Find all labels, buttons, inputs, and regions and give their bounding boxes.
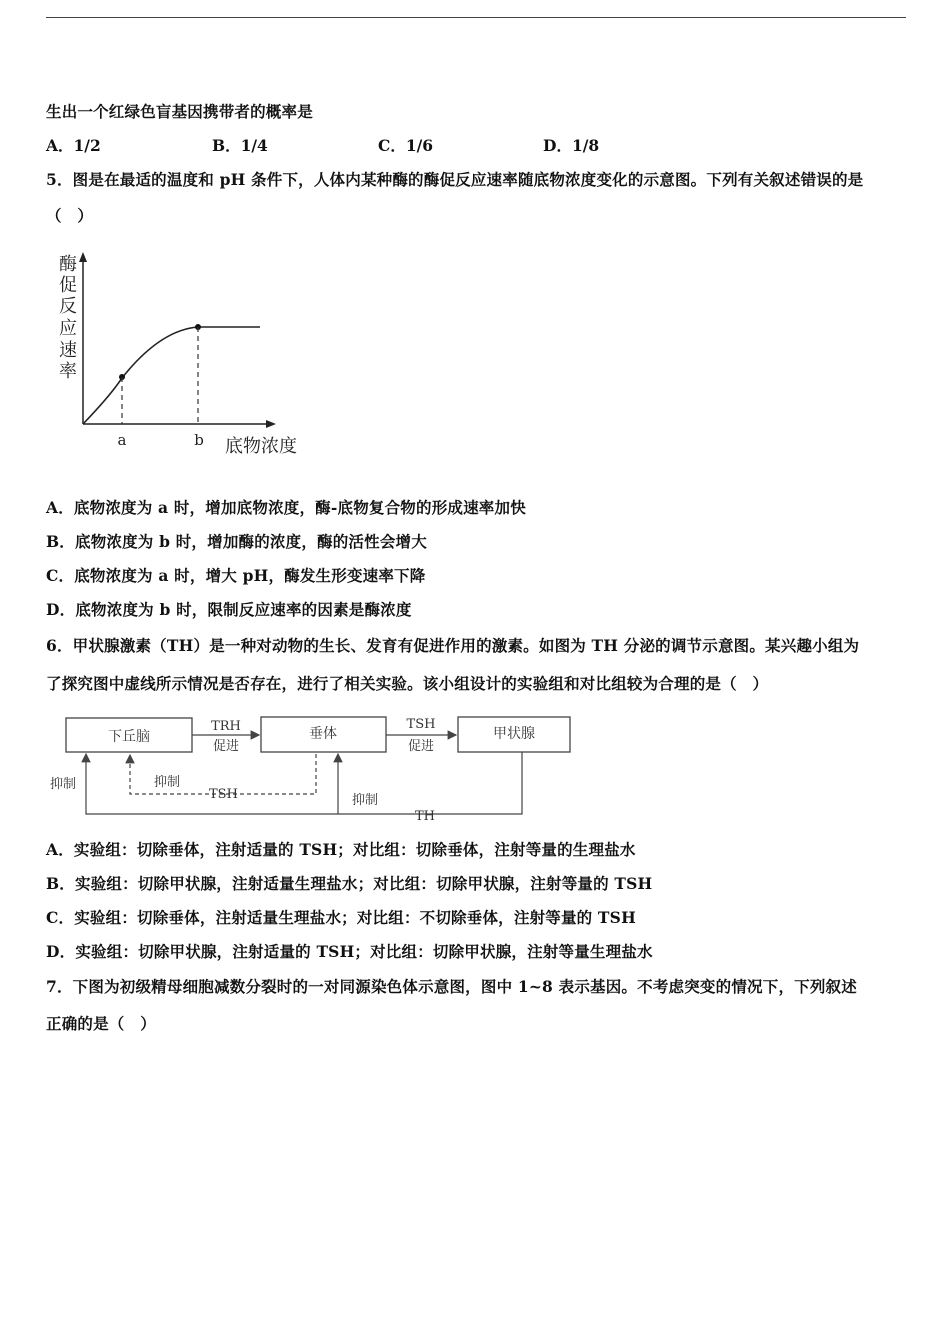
point-a-label: a [117,431,127,449]
q4-option-a: A．1/2 [46,136,101,155]
tsh-top-label: TSH [406,717,436,732]
y-label-char: 率 [59,361,77,382]
q4-option-d: D．1/8 [543,136,600,155]
enzyme-rate-graph [50,246,310,466]
q6-stem-line2: 了探究图中虚线所示情况是否存在，进行了相关实验。该小组设计的实验组和对比组较为合理的是（ ） [46,674,769,693]
th-feedback-line [86,752,522,814]
th-label: TH [415,809,436,824]
graph-y-arrowhead [79,252,87,262]
q6-option-c: C．实验组：切除垂体，注射适量生理盐水；对比组：不切除垂体，注射等量的 TSH [46,908,636,927]
y-label-char: 酶 [59,254,77,275]
point-b-label: b [194,431,204,449]
q7-stem-line1: 7．下图为初级精母细胞减数分裂时的一对同源染色体示意图，图中 1~8 表示基因。不考虑突变的情况下，下列叙述 [46,977,857,996]
header-rule [46,17,906,18]
inhibit-label-dashed: 抑制 [154,775,181,790]
q6-stem-line1: 6．甲状腺激素（TH）是一种对动物的生长、发育有促进作用的激素。如图为 TH 分泌的调节示意图。某兴趣小组为 [46,636,860,655]
pituitary-label: 垂体 [309,726,337,742]
th-regulation-diagram [46,708,586,826]
y-label-char: 速 [59,340,77,361]
q6-option-d: D．实验组：切除甲状腺，注射适量的 TSH；对比组：切除甲状腺，注射等量生理盐水 [46,942,653,961]
thyroid-label: 甲状腺 [493,726,535,742]
graph-x-arrowhead [266,420,276,428]
rate-curve [83,327,260,424]
q6-option-a: A．实验组：切除垂体，注射适量的 TSH；对比组：切除垂体，注射等量的生理盐水 [46,840,636,859]
graph-x-label: 底物浓度 [225,436,297,457]
q4-option-b: B．1/4 [212,136,268,155]
q4-stem-tail: 生出一个红绿色盲基因携带者的概率是 [46,102,313,121]
graph-y-label [59,254,77,382]
hypothalamus-label: 下丘脑 [108,729,150,745]
inhibit-label-right: 抑制 [352,793,379,808]
promote-label-2: 促进 [407,739,435,754]
y-label-char: 反 [59,296,77,317]
q5-stem-line2: （ ） [46,206,94,225]
y-label-char: 促 [59,275,77,296]
q5-option-c: C．底物浓度为 a 时，增大 pH，酶发生形变速率下降 [46,566,426,585]
q6-option-b: B．实验组：切除甲状腺，注射适量生理盐水；对比组：切除甲状腺，注射等量的 TSH [46,874,653,893]
q5-option-d: D．底物浓度为 b 时，限制反应速率的因素是酶浓度 [46,600,412,619]
q5-option-a: A．底物浓度为 a 时，增加底物浓度，酶-底物复合物的形成速率加快 [46,498,526,517]
tsh-dashed-label: TSH [209,787,238,802]
trh-label: TRH [211,719,241,734]
y-label-char: 应 [59,318,77,339]
q5-stem-line1: 5．图是在最适的温度和 pH 条件下，人体内某种酶的酶促反应速率随底物浓度变化的示意图。下列有关叙述错误的是 [46,170,864,189]
q7-stem-line2: 正确的是（ ） [46,1014,156,1033]
promote-label-1: 促进 [212,739,240,754]
q4-option-c: C．1/6 [378,136,434,155]
q5-option-b: B．底物浓度为 b 时，增加酶的浓度，酶的活性会增大 [46,532,427,551]
inhibit-label-left: 抑制 [50,777,77,792]
